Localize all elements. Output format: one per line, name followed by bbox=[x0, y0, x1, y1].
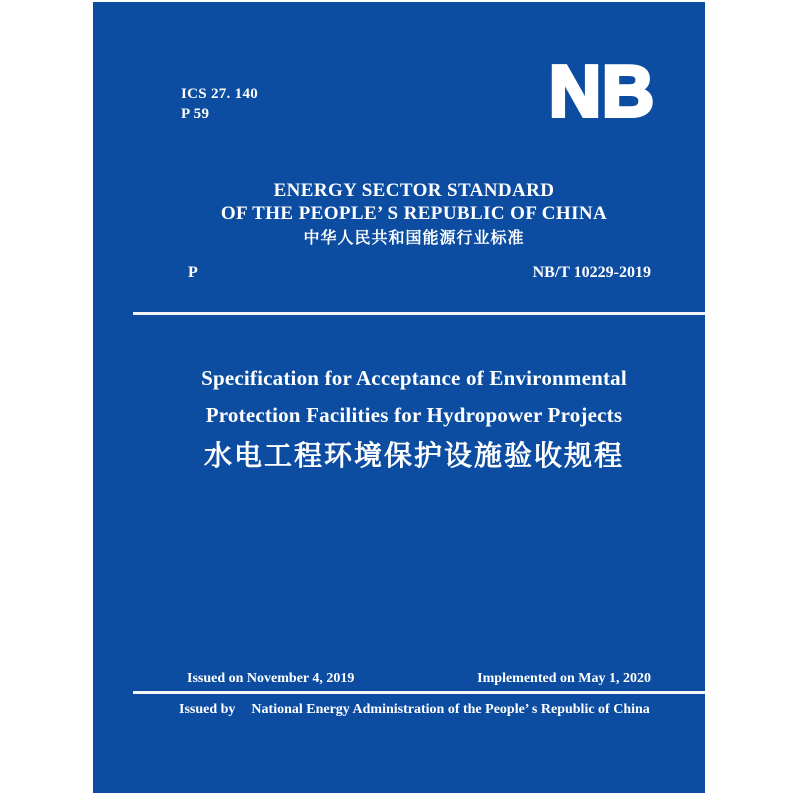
doc-class-code: P 59 bbox=[181, 106, 210, 122]
title-cn: 水电工程环境保护设施验收规程 bbox=[203, 441, 624, 472]
standard-org-block bbox=[123, 179, 705, 252]
issued-by-label: Issued by bbox=[179, 702, 236, 717]
org-name-en-line1: ENERGY SECTOR STANDARD bbox=[273, 180, 555, 201]
title-en-line1: Specification for Acceptance of Environmental bbox=[201, 366, 627, 390]
title-block bbox=[123, 360, 705, 480]
dates-row bbox=[187, 670, 651, 688]
standard-number-row bbox=[188, 264, 651, 282]
title-en-line2: Protection Facilities for Hydropower Projects bbox=[205, 403, 623, 427]
bottom-divider-line bbox=[133, 691, 705, 694]
org-name-cn: 中华人民共和国能源行业标准 bbox=[303, 230, 525, 247]
ics-code: ICS 27. 140 bbox=[181, 86, 259, 102]
implemented-date: Implemented on May 1, 2020 bbox=[477, 671, 651, 686]
classification-block bbox=[181, 84, 258, 124]
top-divider-line bbox=[133, 312, 705, 315]
issued-by-row bbox=[179, 701, 685, 719]
issued-by-value: National Energy Administration of the People’ s Republic of China bbox=[251, 702, 650, 717]
cover-page bbox=[93, 2, 705, 793]
nb-logo: NB bbox=[549, 52, 655, 132]
standard-code: NB/T 10229-2019 bbox=[532, 264, 651, 281]
issued-date: Issued on November 4, 2019 bbox=[187, 671, 355, 686]
p-mark: P bbox=[188, 264, 198, 281]
org-name-en-line2: OF THE PEOPLE’ S REPUBLIC OF CHINA bbox=[220, 203, 608, 224]
